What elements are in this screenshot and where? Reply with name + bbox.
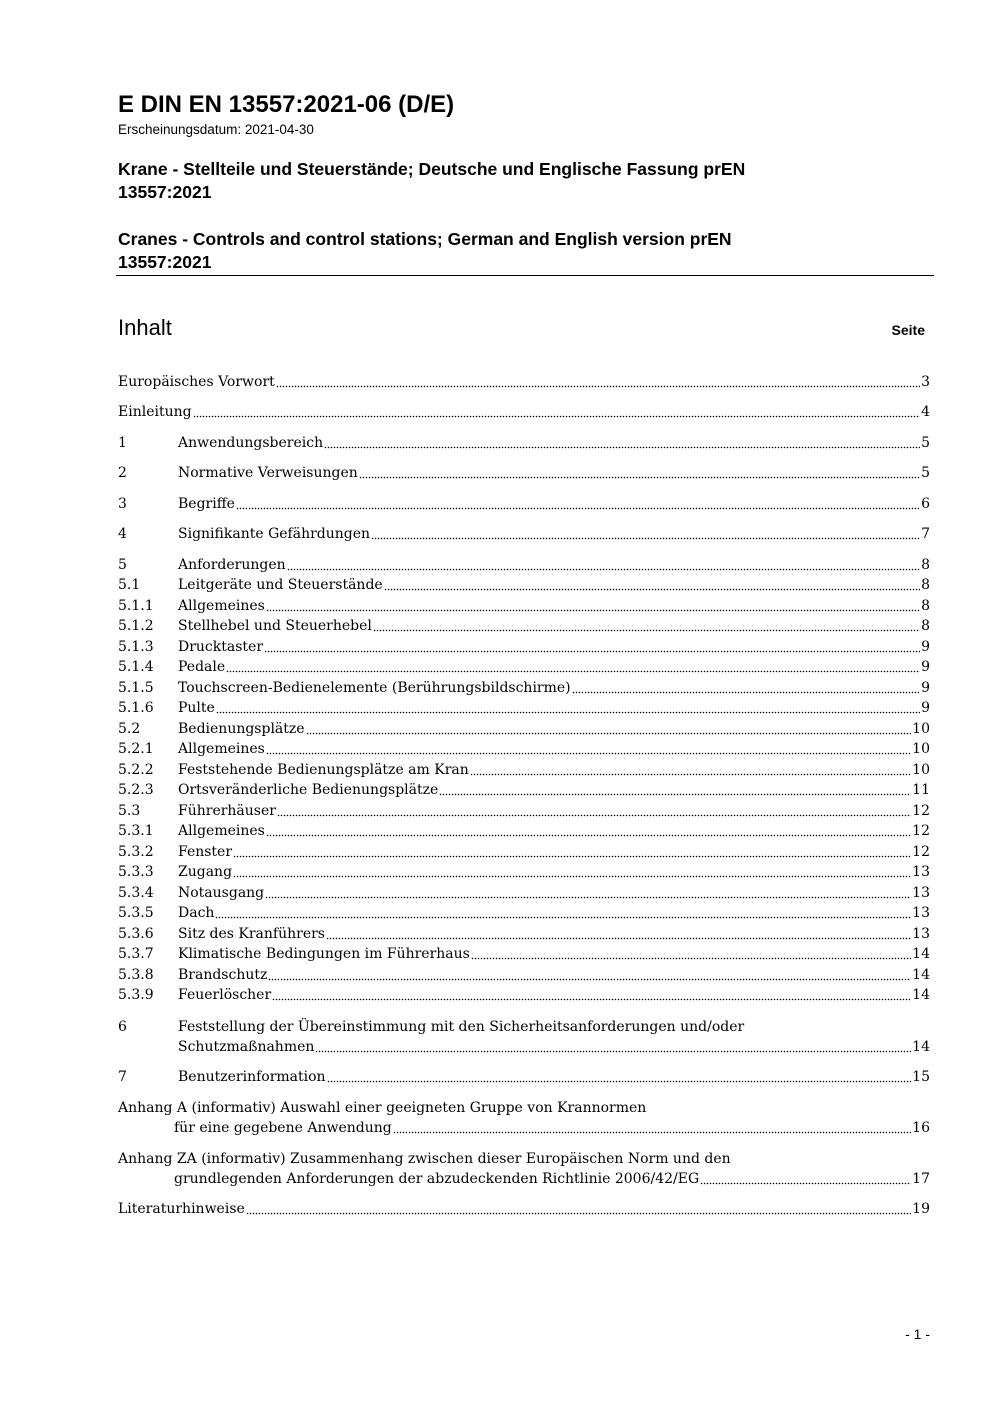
toc-dot-leader (246, 1211, 911, 1215)
toc-entry-label: Dach (178, 905, 215, 921)
toc-entry-page: 6 (921, 496, 930, 512)
toc-entry-number: 4 (118, 526, 127, 542)
toc-entry-label: Stellhebel und Steuerhebel (178, 618, 372, 634)
toc-entry-page: 10 (912, 721, 930, 737)
toc-entry-page: 14 (912, 967, 930, 983)
toc-dot-leader (266, 751, 911, 755)
toc-entry-number: 5.2.2 (118, 762, 154, 778)
toc-entry-number: 5.1.4 (118, 659, 154, 675)
toc-entry-page: 12 (912, 844, 930, 860)
toc-entry[interactable] (118, 1019, 930, 1059)
toc-entry[interactable] (118, 944, 930, 966)
toc-dot-leader (371, 536, 920, 540)
toc-dot-leader (315, 1049, 911, 1053)
toc-entry-number: 5.3.6 (118, 926, 154, 942)
toc-dot-leader (471, 956, 911, 960)
toc-entry-label: Einleitung (118, 404, 192, 420)
toc-entry-label: grundlegenden Anforderungen der abzudeckenden Richtlinie 2006/42/EG (174, 1171, 700, 1187)
toc-entry-label: Pedale (178, 659, 226, 675)
toc-dot-leader (373, 628, 920, 632)
toc-entry-label: Sitz des Kranführers (178, 926, 325, 942)
toc-entry-label: Fenster (178, 844, 233, 860)
header-divider (116, 275, 934, 276)
document-id: E DIN EN 13557:2021-06 (D/E) (118, 91, 455, 118)
toc-dot-leader (216, 710, 920, 714)
toc-entry-number: 5.2.1 (118, 741, 154, 757)
toc-entry[interactable] (118, 616, 930, 638)
toc-entry-number: 5.3 (118, 803, 141, 819)
toc-entry-page: 14 (912, 987, 930, 1003)
toc-dot-leader (324, 445, 920, 449)
toc-entry[interactable] (118, 862, 930, 884)
toc-entry-page: 12 (912, 823, 930, 839)
toc-entry[interactable] (118, 842, 930, 864)
toc-dot-leader (266, 608, 920, 612)
toc-entry-label: Drucktaster (178, 639, 264, 655)
toc-entry[interactable] (118, 657, 930, 679)
toc-dot-leader (236, 506, 920, 510)
toc-entry-page: 13 (912, 905, 930, 921)
toc-entry-label: Bedienungsplätze (178, 721, 305, 737)
toc-dot-leader (233, 874, 911, 878)
toc-entry-number: 5.3.7 (118, 946, 154, 962)
toc-entry[interactable] (118, 965, 930, 987)
toc-entry-number: 5.3.5 (118, 905, 154, 921)
toc-entry-page: 9 (921, 659, 930, 675)
toc-entry-label: Leitgeräte und Steuerstände (178, 577, 383, 593)
toc-entry-number: 3 (118, 496, 127, 512)
toc-entry-label: Notausgang (178, 885, 265, 901)
toc-entry-label-line1: Anhang ZA (informativ) Zusammenhang zwischen dieser Europäischen Norm und den (118, 1151, 731, 1167)
toc-entry-label-line1: Feststellung der Übereinstimmung mit den Sicherheitsanforderungen und/oder (178, 1019, 745, 1035)
title-german (118, 158, 858, 204)
toc-entry-page: 17 (912, 1171, 930, 1187)
toc-entry[interactable] (118, 1199, 930, 1221)
toc-entry[interactable] (118, 1100, 930, 1140)
toc-entry[interactable] (118, 1067, 930, 1089)
toc-entry[interactable] (118, 719, 930, 741)
toc-entry-page: 8 (921, 598, 930, 614)
toc-dot-leader (264, 649, 920, 653)
toc-entry-page: 16 (912, 1120, 930, 1136)
toc-entry-page: 13 (912, 885, 930, 901)
toc-entry-number: 5.3.9 (118, 987, 154, 1003)
toc-entry-number: 5.3.3 (118, 864, 154, 880)
toc-entry-number: 5.3.2 (118, 844, 154, 860)
toc-entry-label: Allgemeines (178, 823, 265, 839)
toc-dot-leader (393, 1130, 911, 1134)
toc-entry-number: 5.1.1 (118, 598, 154, 614)
toc-entry[interactable] (118, 883, 930, 905)
toc-entry[interactable] (118, 924, 930, 946)
toc-heading: Inhalt (118, 315, 172, 340)
toc-entry-number: 5.2.3 (118, 782, 154, 798)
toc-entry-label-line1: Anhang A (informativ) Auswahl einer geeigneten Gruppe von Krannormen (118, 1100, 647, 1116)
toc-entry-number: 5.2 (118, 721, 141, 737)
toc-entry-label: Führerhäuser (178, 803, 276, 819)
toc-entry-page: 14 (912, 946, 930, 962)
toc-entry-label: Schutzmaßnahmen (178, 1039, 315, 1055)
toc-entry-number: 5.3.4 (118, 885, 154, 901)
toc-entry-label: Europäisches Vorwort (118, 374, 275, 390)
toc-entry[interactable] (118, 402, 930, 424)
toc-entry[interactable] (118, 575, 930, 597)
toc-entry-number: 5.3.1 (118, 823, 154, 839)
toc-dot-leader (287, 567, 920, 571)
toc-entry-label: Anforderungen (178, 557, 286, 573)
toc-dot-leader (265, 895, 911, 899)
toc-entry-label: Allgemeines (178, 741, 265, 757)
toc-entry[interactable] (118, 1151, 930, 1191)
toc-entry-page: 13 (912, 926, 930, 942)
toc-dot-leader (470, 772, 911, 776)
toc-entry-page: 12 (912, 803, 930, 819)
toc-dot-leader (572, 690, 920, 694)
toc-entry-label: Ortsveränderliche Bedienungsplätze (178, 782, 439, 798)
title-english (118, 228, 858, 274)
toc-entry-page: 8 (921, 618, 930, 634)
toc-dot-leader (327, 1079, 912, 1083)
toc-dot-leader (266, 833, 911, 837)
toc-entry[interactable] (118, 801, 930, 823)
toc-entry-page: 9 (921, 639, 930, 655)
toc-entry-number: 7 (118, 1069, 127, 1085)
toc-entry-label: Brandschutz (178, 967, 268, 983)
toc-entry-page: 9 (921, 680, 930, 696)
toc-entry-page: 11 (912, 782, 930, 798)
toc-entry[interactable] (118, 433, 930, 455)
toc-entry-page: 10 (912, 741, 930, 757)
toc-dot-leader (439, 792, 911, 796)
toc-entry-page: 4 (921, 404, 930, 420)
toc-entry-number: 5.1 (118, 577, 141, 593)
toc-dot-leader (226, 669, 920, 673)
toc-entry-number: 5.1.6 (118, 700, 154, 716)
toc-entry[interactable] (118, 678, 930, 700)
toc-entry-label: Feuerlöscher (178, 987, 272, 1003)
toc-entry-label: Begriffe (178, 496, 235, 512)
toc-entry-page: 9 (921, 700, 930, 716)
toc-entry-page: 19 (912, 1201, 930, 1217)
toc-entry-number: 2 (118, 465, 127, 481)
footer-page-number: - 1 - (905, 1326, 930, 1342)
toc-entry-label: Klimatische Bedingungen im Führerhaus (178, 946, 470, 962)
toc-dot-leader (700, 1181, 911, 1185)
toc-dot-leader (306, 731, 912, 735)
toc-entry[interactable] (118, 637, 930, 659)
toc-entry-page: 10 (912, 762, 930, 778)
toc-entry-label: Feststehende Bedienungsplätze am Kran (178, 762, 469, 778)
toc-entry[interactable] (118, 596, 930, 618)
toc-dot-leader (276, 384, 920, 388)
toc-entry-label: Normative Verweisungen (178, 465, 358, 481)
toc-dot-leader (268, 977, 911, 981)
title-german-line2: 13557:2021 (118, 182, 212, 202)
title-english-line1: Cranes - Controls and control stations; German and English version prEN (118, 229, 732, 249)
toc-entry[interactable] (118, 494, 930, 516)
toc-entry-label: für eine gegebene Anwendung (174, 1120, 392, 1136)
toc-entry-label: Anwendungsbereich (178, 435, 324, 451)
title-english-line2: 13557:2021 (118, 252, 212, 272)
toc-entry-page: 8 (921, 577, 930, 593)
publication-date: Erscheinungsdatum: 2021-04-30 (118, 122, 314, 137)
toc-dot-leader (272, 997, 911, 1001)
toc-dot-leader (233, 854, 911, 858)
toc-entry-page: 15 (912, 1069, 930, 1085)
toc-entry[interactable] (118, 760, 930, 782)
toc-entry-label: Allgemeines (178, 598, 265, 614)
toc-dot-leader (215, 915, 911, 919)
toc-entry-number: 6 (118, 1019, 127, 1035)
toc-entry[interactable] (118, 821, 930, 843)
toc-dot-leader (384, 587, 920, 591)
toc-entry[interactable] (118, 372, 930, 394)
toc-entry-number: 5.3.8 (118, 967, 154, 983)
toc-entry-label: Zugang (178, 864, 233, 880)
toc-entry-number: 5.1.3 (118, 639, 154, 655)
toc-entry-number: 5 (118, 557, 127, 573)
toc-entry[interactable] (118, 463, 930, 485)
title-german-line1: Krane - Stellteile und Steuerstände; Deutsche und Englische Fassung prEN (118, 159, 746, 179)
toc-entry[interactable] (118, 555, 930, 577)
toc-entry-page: 5 (921, 465, 930, 481)
toc-entry[interactable] (118, 698, 930, 720)
toc-entry[interactable] (118, 903, 930, 925)
toc-entry-page: 7 (921, 526, 930, 542)
toc-entry-page: 3 (921, 374, 930, 390)
page-column-label: Seite (891, 322, 925, 338)
toc-dot-leader (326, 936, 911, 940)
toc-entry-label: Literaturhinweise (118, 1201, 245, 1217)
toc-entry-label: Touchscreen-Bedienelemente (Berührungsbildschirme) (178, 680, 571, 696)
toc-entry-page: 8 (921, 557, 930, 573)
toc-entry-page: 13 (912, 864, 930, 880)
toc-entry-number: 1 (118, 435, 127, 451)
toc-entry[interactable] (118, 780, 930, 802)
toc-entry[interactable] (118, 985, 930, 1007)
toc-entry-number: 5.1.2 (118, 618, 154, 634)
toc-entry-label: Pulte (178, 700, 215, 716)
toc-entry[interactable] (118, 524, 930, 546)
toc-entry-label: Benutzerinformation (178, 1069, 326, 1085)
toc-entry-page: 5 (921, 435, 930, 451)
toc-entry-number: 5.1.5 (118, 680, 154, 696)
toc-dot-leader (277, 813, 911, 817)
toc-entry-label: Signifikante Gefährdungen (178, 526, 371, 542)
toc-entry[interactable] (118, 739, 930, 761)
toc-dot-leader (359, 475, 920, 479)
toc-dot-leader (193, 414, 921, 418)
toc-entry-page: 14 (912, 1039, 930, 1055)
